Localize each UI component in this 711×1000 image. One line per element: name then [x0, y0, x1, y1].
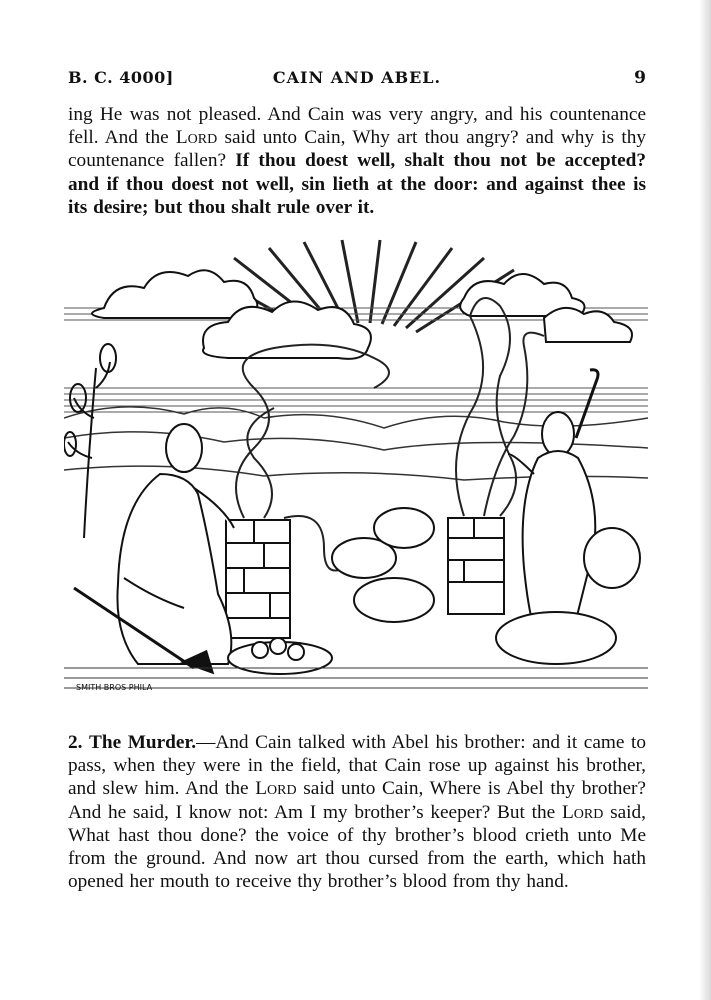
- top-text-part-1: ing He was not pleased. And Cain was very angry, and his countenance fell. And the: [68, 104, 646, 149]
- engraving-illustration: [64, 238, 648, 712]
- fruit-basket: [228, 638, 332, 674]
- cain-altar: [226, 520, 290, 638]
- header-date: B. C. 4000]: [68, 68, 174, 87]
- section-title: The Murder.: [89, 732, 197, 753]
- header-title: CAIN AND ABEL.: [272, 68, 442, 87]
- top-text-part-2: said unto Cain, Why art thou angry? and why is thy countenance fallen?: [68, 127, 646, 172]
- bottom-text-part-3: said, What hast thou done? the voice of thy brother’s blood crieth unto Me from the ground. And now art thou cursed from the earth, which hath opened her mouth to receive thy brother’s blood from thy hand.: [68, 801, 647, 893]
- paragraph-number: 2.: [68, 732, 83, 753]
- bottom-text-part-1: —And Cain talked with Abel his brother: and it came to pass, when they were in the field, that Cain rose up against his brother, and slew him. And the: [68, 732, 646, 800]
- running-header: [68, 68, 646, 92]
- clouds: [92, 270, 632, 359]
- shepherd-staff: [576, 370, 598, 438]
- lord-small-caps: Lord: [562, 801, 604, 823]
- abel-altar: [448, 518, 504, 614]
- lord-small-caps: Lord: [255, 778, 297, 800]
- page-edge-shadow: [699, 0, 711, 1000]
- bottom-paragraph: [68, 731, 646, 893]
- page-number: 9: [634, 68, 646, 88]
- top-paragraph: [68, 103, 646, 219]
- bottom-text-part-2: said unto Cain, Where is Abel thy brother? And he said, I know not: Am I my brother’s keeper? But the: [68, 778, 646, 823]
- left-tree: [64, 344, 116, 538]
- lord-small-caps: Lord: [175, 127, 218, 149]
- engraver-signature: SMITH BROS PHILA: [76, 683, 153, 692]
- top-text-bold: If thou doest well, shalt thou not be accepted? and if thou doest not well, sin lieth at the door: and against thee is its desire; but thou shalt rule over it.: [68, 150, 646, 218]
